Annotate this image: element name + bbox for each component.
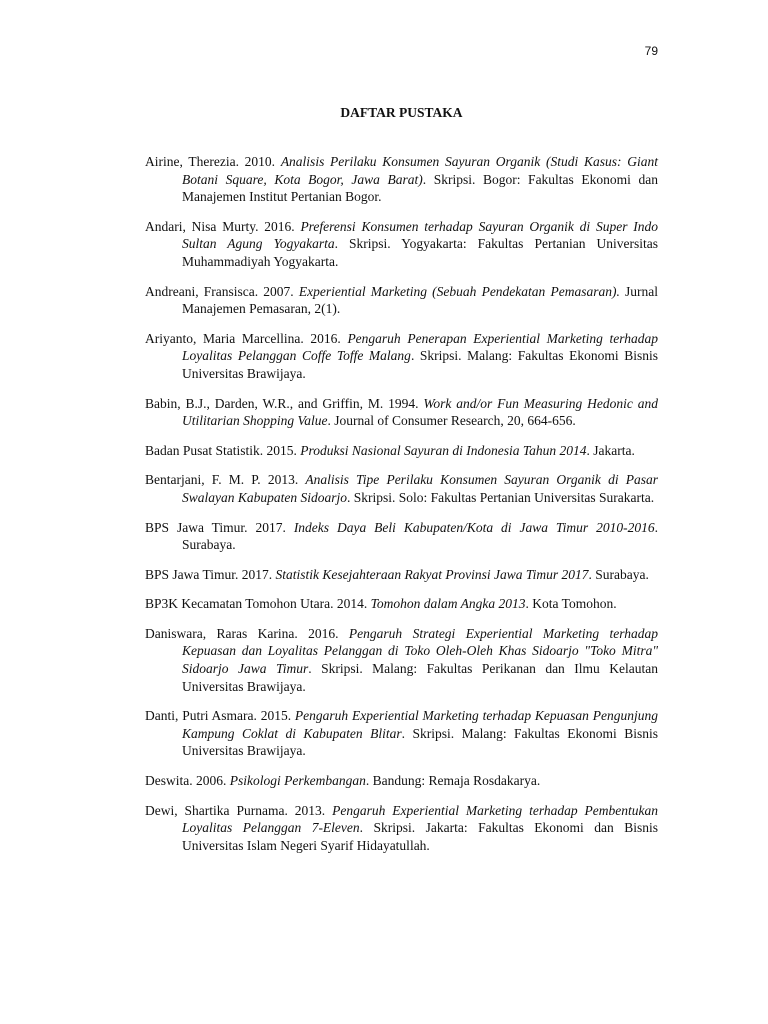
- reference-item: [145, 772, 658, 790]
- reference-item: [145, 707, 658, 760]
- reference-author-year: Dewi, Shartika Purnama. 2013.: [145, 802, 333, 818]
- reference-details: . Bandung: Remaja Rosdakarya.: [365, 773, 541, 789]
- reference-title: Produksi Nasional Sayuran di Indonesia Tahun 2014: [300, 442, 587, 458]
- reference-item: [145, 395, 658, 430]
- reference-title: Work and/or Fun Measuring Hedonic and Utilitarian Shopping Value: [182, 395, 658, 429]
- reference-list: [145, 153, 658, 866]
- reference-author-year: Badan Pusat Statistik. 2015.: [145, 442, 301, 458]
- reference-author-year: BPS Jawa Timur. 2017.: [145, 519, 294, 535]
- reference-details: Jurnal Manajemen Pemasaran, 2(1).: [182, 283, 659, 317]
- reference-author-year: Andari, Nisa Murty. 2016.: [145, 218, 301, 234]
- reference-author-year: Ariyanto, Maria Marcellina. 2016.: [145, 330, 348, 346]
- reference-author-year: Daniswara, Raras Karina. 2016.: [145, 625, 349, 641]
- reference-details: . Jakarta.: [586, 442, 635, 458]
- reference-author-year: Airine, Therezia. 2010.: [145, 154, 281, 169]
- page-number: 79: [644, 44, 658, 58]
- reference-title: Pengaruh Experiential Marketing terhadap Kepuasan Pengunjung Kampung Coklat di Kabupaten Blitar: [182, 708, 658, 741]
- reference-author-year: Andreani, Fransisca. 2007.: [145, 283, 299, 299]
- reference-title: Preferensi Konsumen terhadap Sayuran Organik di Super Indo Sultan Agung Yogyakarta: [182, 218, 659, 252]
- reference-details: . Skripsi. Solo: Fakultas Pertanian Universitas Surakarta.: [347, 489, 655, 505]
- reference-details: . Skripsi. Bogor: Fakultas Ekonomi dan Manajemen Institut Pertanian Bogor.: [182, 171, 658, 205]
- reference-item: [145, 442, 658, 460]
- reference-details: . Skripsi. Malang: Fakultas Ekonomi Bisnis Universitas Brawijaya.: [182, 725, 658, 759]
- reference-item: [145, 218, 658, 271]
- reference-item: [145, 519, 658, 554]
- reference-title: Pengaruh Penerapan Experiential Marketing terhadap Loyalitas Pelanggan Coffe Toffe Malang: [182, 330, 658, 364]
- reference-item: [145, 625, 658, 695]
- reference-author-year: Deswita. 2006.: [145, 773, 230, 789]
- reference-item: [145, 153, 658, 206]
- reference-item: [145, 471, 658, 506]
- reference-details: . Kota Tomohon.: [525, 596, 617, 612]
- reference-details: . Skripsi. Jakarta: Fakultas Ekonomi dan Bisnis Universitas Islam Negeri Syarif Hidayatullah.: [182, 820, 658, 853]
- page-title: DAFTAR PUSTAKA: [340, 105, 463, 120]
- reference-item: [145, 802, 658, 855]
- reference-title: Experiential Marketing (Sebuah Pendekatan Pemasaran).: [298, 283, 620, 299]
- reference-details: . Skripsi. Yogyakarta: Fakultas Pertanian Universitas Muhammadiyah Yogyakarta.: [182, 236, 658, 269]
- reference-details: . Skripsi. Malang: Fakultas Perikanan dan Ilmu Kelautan Universitas Brawijaya.: [182, 661, 658, 694]
- reference-title: Tomohon dalam Angka 2013: [370, 596, 526, 612]
- reference-details: . Journal of Consumer Research, 20, 664-656.: [327, 413, 576, 429]
- reference-author-year: BP3K Kecamatan Tomohon Utara. 2014.: [145, 596, 371, 612]
- reference-author-year: Babin, B.J., Darden, W.R., and Griffin, M. 1994.: [145, 395, 424, 411]
- reference-details: . Surabaya.: [182, 519, 658, 553]
- reference-author-year: Bentarjani, F. M. P. 2013.: [145, 472, 306, 488]
- reference-title: Pengaruh Strategi Experiential Marketing terhadap Kepuasan dan Loyalitas Pelanggan di Toko Oleh-Oleh Khas Sidoarjo "Toko Mitra" Sidoarjo Jawa Timur: [182, 625, 658, 677]
- reference-title: Analisis Perilaku Konsumen Sayuran Organik (Studi Kasus: Giant Botani Square, Kota Bogor, Jawa Barat): [182, 154, 658, 187]
- reference-title: Analisis Tipe Perilaku Konsumen Sayuran Organik di Pasar Swalayan Kabupaten Sidoarjo: [182, 472, 658, 505]
- reference-author-year: BPS Jawa Timur. 2017.: [145, 566, 276, 582]
- reference-item: [145, 566, 658, 584]
- reference-title: Pengaruh Experiential Marketing terhadap Pembentukan Loyalitas Pelanggan 7-Eleven: [182, 802, 658, 836]
- reference-details: . Surabaya.: [588, 566, 649, 582]
- reference-item: [145, 283, 658, 318]
- reference-item: [145, 330, 658, 383]
- reference-item: [145, 595, 658, 613]
- reference-details: . Skripsi. Malang: Fakultas Ekonomi Bisnis Universitas Brawijaya.: [182, 348, 658, 381]
- reference-title: Indeks Daya Beli Kabupaten/Kota di Jawa Timur 2010-2016: [293, 519, 655, 535]
- reference-title: Psikologi Perkembangan: [229, 773, 366, 789]
- reference-title: Statistik Kesejahteraan Rakyat Provinsi Jawa Timur 2017: [275, 566, 589, 582]
- reference-author-year: Danti, Putri Asmara. 2015.: [145, 708, 295, 724]
